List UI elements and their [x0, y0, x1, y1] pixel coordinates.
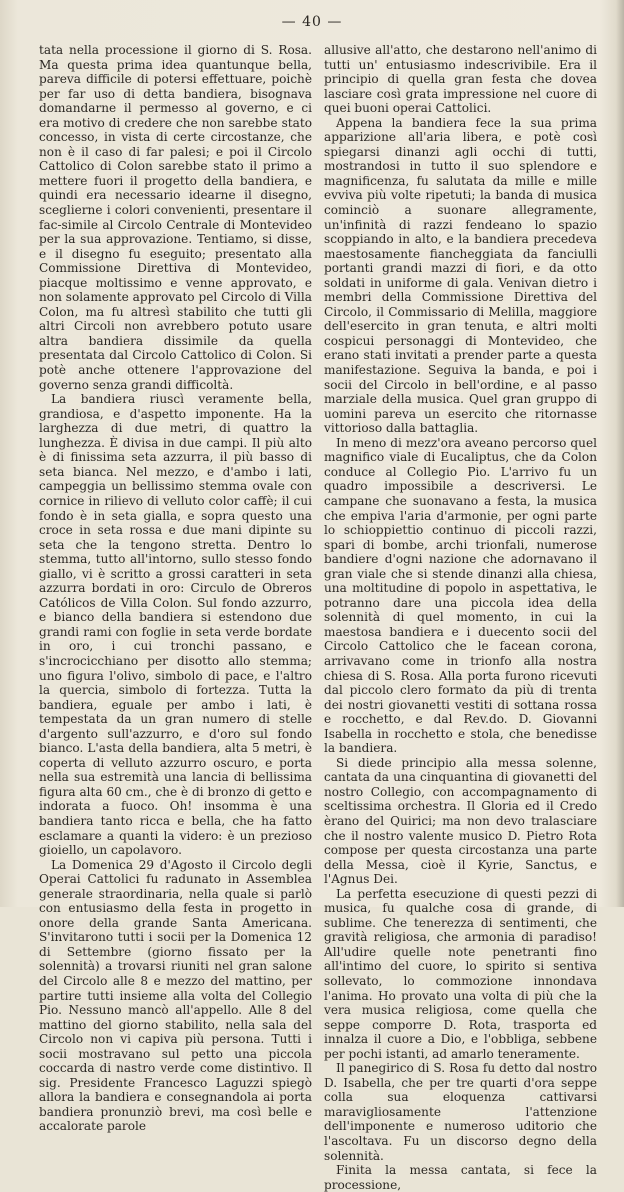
right-column [324, 43, 597, 1192]
paragraph: La bandiera riuscì veramente bella, grandiosa, e d'aspetto imponente. Ha la larghezza di due metri, di quattro la lunghezza. È divisa in due campi. Il più alto è di finissima seta azzurra, il più basso di seta bianca. Nel mezzo, e d'ambo i lati, campeggia un bellissimo stemma ovale con cornice in rilievo di velluto color caffè; il cui fondo è in seta gialla, e sopra questo una croce in seta rossa e due mani dipinte su seta che la tengono stretta. Dentro lo stemma, tutto all'intorno, sullo stesso fondo giallo, vi è scritto a grossi caratteri in seta azzurra bordati in oro: Circulo de Obreros Católicos de Villa Colon. Sul fondo azzurro, e bianco della bandiera si estendono due grandi rami con foglie in seta verde bordate in oro, i cui tronchi passano, e s'incrocicchiano per disotto allo stemma; uno figura l'olivo, simbolo di pace, e l'altro la quercia, simbolo di fortezza. Tutta la bandiera, eguale per ambo i lati, è tempestata da un gran numero di stelle d'argento sull'azzurro, e d'oro sul fondo bianco. L'asta della bandiera, alta 5 metri, è coperta di velluto azzurro oscuro, e porta nella sua estremità una lancia di bellissima figura alta 60 cm., che è di bronzo di getto e indorata a fuoco. Oh! insomma è una bandiera tanto ricca e bella, che ha fatto esclamare a quanti la videro: è un prezioso gioiello, un capolavoro. [39, 392, 312, 858]
paragraph: Si diede principio alla messa solenne, cantata da una cinquantina di giovanetti del nostro Collegio, con accompagnamento di sceltissima orchestra. Il Gloria ed il Credo èrano del Quirici; ma non devo tralasciare che il nostro valente musico D. Pietro Rota compose per questa circostanza una parte della Messa, cioè il Kyrie, Sanctus, e l'Agnus Dei. [324, 755, 597, 887]
paragraph: allusive all'atto, che destarono nell'animo di tutti un' entusiasmo indescrivibile. Era il principio di quella gran festa che dovea lasciare così grata impressione nel cuore di quei buoni operai Cattolici. [324, 43, 597, 116]
page-number: — 40 — [281, 14, 343, 30]
paragraph: La perfetta esecuzione di questi pezzi di musica, fu qualche cosa di grande, di sublime. Che tenerezza di sentimenti, che gravità religiosa, che armonia di paradiso! All'udire quelle note penetranti fino all'intimo del cuore, lo spirito si sentiva sollevato, lo commozione innondava l'anima. Ho provato una volta di più che la vera musica religiosa, come quella che seppe comporre D. Rota, trasporta ed innalza il cuore a Dio, e l'obbliga, sebbene per pochi istanti, ad amarlo teneramente. [324, 886, 597, 1061]
text-columns [39, 43, 597, 1192]
paragraph: In meno di mezz'ora aveano percorso quel magnifico viale di Eucaliptus, che da Colon conduce al Collegio Pio. L'arrivo fu un quadro impossibile a descriversi. Le campane che suonavano a festa, la musica che empiva l'aria d'armonie, per ogni parte lo schioppiettio continuo di piccoli razzi, spari di bombe, archi trionfali, numerose bandiere d'ogni nazione che adornavano il gran viale che si stende dinanzi alla chiesa, una moltitudine di popolo in aspettativa, le potranno dare una piccola idea della solennità di quel momento, in cui la maestosa bandiera e i duecento socii del Circolo Cattolico che le facean corona, arrivavano come in trionfo alla nostra chiesa di S. Rosa. Alla porta furono ricevuti dal piccolo clero formato da più di trenta dei nostri giovanetti vestiti di sottana rossa e rocchetto, e dal Rev.do. D. Giovanni Isabella in rocchetto e stola, che benedisse la bandiera. [324, 435, 597, 756]
paragraph: tata nella processione il giorno di S. Rosa. Ma questa prima idea quantunque bella, pareva difficile di potersi effettuare, poichè per far uso di detta bandiera, bisognava domandarne il permesso al governo, e ci era motivo di credere che non sarebbe stato concesso, in vista di certe circostanze, che non è il caso di far palesi; e poi il Circolo Cattolico di Colon sarebbe stato il primo a mettere fuori il progetto della bandiera, e quindi era necessario idearne il disegno, sceglierne i colori convenienti, presentare il fac-simile al Circolo Centrale di Montevideo per la sua approvazione. Tentiamo, si disse, e il disegno fu eseguito; presentato alla Commissione Direttiva di Montevideo, piacque moltissimo e venne approvato, e non solamente approvato pel Circolo di Villa Colon, ma fu altresì stabilito che tutti gli altri Circoli non avrebbero potuto usare altra bandiera dissimile da quella presentata dal Circolo Cattolico di Colon. Si potè anche ottenere l'approvazione del governo senza grandi difficoltà. [39, 43, 312, 392]
page-edge-shadow [616, 0, 624, 907]
paragraph: Appena la bandiera fece la sua prima apparizione all'aria libera, e potè così spiegarsi dinanzi agli occhi di tutti, mostrandosi in tutto il suo splendore e magnificenza, fu salutata da mille e mille evviva più volte ripetuti; la banda di musica cominciò a suonare allegramente, un'infinità di razzi fendeano lo spazio scoppiando in alto, e la bandiera precedeva maestosamente fiancheggiata da fanciulli portanti grandi mazzi di fiori, e da otto soldati in uniforme di gala. Venivan dietro i membri della Commissione Direttiva del Circolo, il Commissario di Melilla, maggiore dell'esercito in gran tenuta, e altri molti cospicui personaggi di Montevideo, che erano stati invitati a prender parte a questa manifestazione. Seguiva la banda, e poi i socii del Circolo in bell'ordine, e al passo marziale della musica. Quel gran gruppo di uomini pareva un esercito che ritornasse vittorioso dalla battaglia. [324, 115, 597, 436]
paragraph: Finita la messa cantata, si fece la processione, [324, 1163, 597, 1192]
paragraph: La Domenica 29 d'Agosto il Circolo degli Operai Cattolici fu radunato in Assemblea generale straordinaria, nella quale si parlò con entusiasmo della festa in progetto in onore della grande Santa Americana. S'invitarono tutti i socii per la Domenica 12 di Settembre (giorno fissato per la solennità) a trovarsi riuniti nel gran salone del Circolo alle 8 e mezzo del mattino, per partire tutti insieme alla volta del Collegio Pio. Nessuno mancò all'appello. Alle 8 del mattino del giorno stabilito, nella sala del Circolo non vi capiva più persona. Tutti i socii mostravano sul petto una piccola coccarda di nastro verde come distintivo. Il sig. Presidente Francesco Laguzzi spiegò allora la bandiera e consegnandola ai porta bandiera pronunziò brevi, ma così belle e accalorate parole [39, 857, 312, 1134]
paragraph: Il panegirico di S. Rosa fu detto dal nostro D. Isabella, che per tre quarti d'ora seppe colla sua eloquenza cattivarsi maravigliosamente l'attenzione dell'imponente e numeroso uditorio che l'ascoltava. Fu un discorso degno della solennità. [324, 1061, 597, 1163]
left-column [39, 43, 312, 1134]
